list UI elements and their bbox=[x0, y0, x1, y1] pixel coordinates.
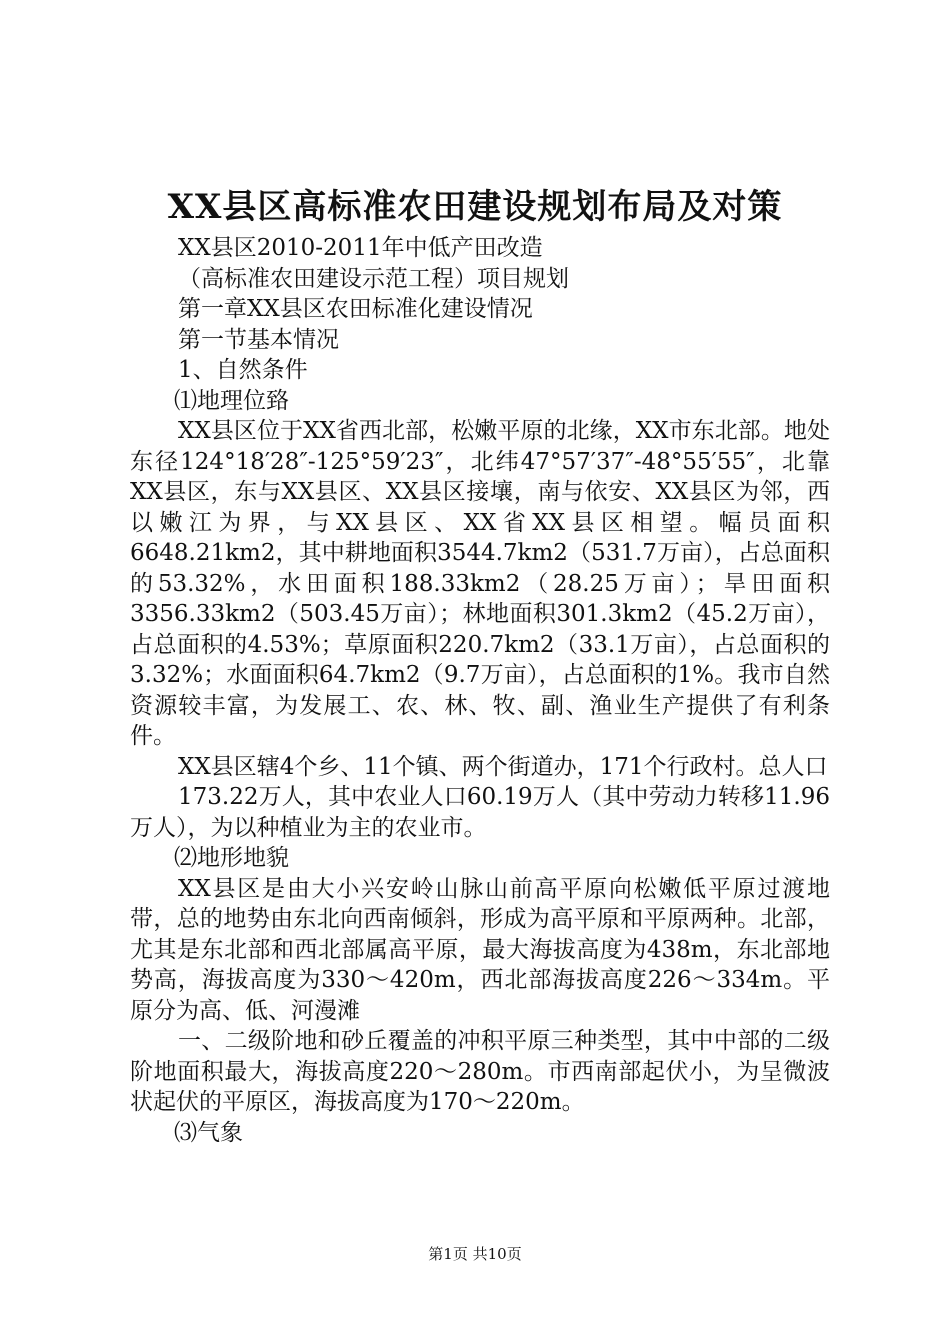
subtitle-line: （高标准农田建设示范工程）项目规划 bbox=[178, 265, 569, 292]
body-paragraph: XX县区辖4个乡、11个镇、两个街道办，171个行政村。总人口 bbox=[178, 753, 828, 780]
body-paragraph: 一、二级阶地和砂丘覆盖的冲积平原三种类型，其中中部的二级阶地面积最大，海拔高度220～280m。市西南部起伏小，为呈微波状起伏的平原区，海拔高度为170～220m。 bbox=[130, 1028, 830, 1115]
item-heading: 1、自然条件 bbox=[178, 357, 308, 383]
document-title: XX县区高标准农田建设规划布局及对策 bbox=[167, 187, 783, 227]
subitem-heading: ⑴地理位臵 bbox=[174, 387, 289, 414]
body-paragraph: XX县区是由大小兴安岭山脉山前高平原向松嫩低平原过渡地带，总的地势由东北向西南倾斜，形成为高平原和平原两种。北部，尤其是东北部和西北部属高平原，最大海拔高度为438m，东北部地势高，海拔高度为330～420m，西北部海拔高度226～334m。平原分为高、低、河漫滩 bbox=[130, 875, 830, 1024]
subitem-heading: ⑶气象 bbox=[174, 1119, 243, 1146]
chapter-heading: 第一章XX县区农田标准化建设情况 bbox=[178, 296, 533, 322]
body-paragraph: 173.22万人，其中农业人口60.19万人（其中劳动力转移11.96万人），为以种植业为主的农业市。 bbox=[130, 784, 830, 841]
page-footer: 第1页 共10页 bbox=[428, 1245, 522, 1263]
body-paragraph: XX县区位于XX省西北部，松嫩平原的北缘，XX市东北部。地处东径124°18′28″-125°59′23″，北纬47°57′37″-48°55′55″，北靠XX县区，东与XX县区、XX县区接壤，南与依安、XX县区为邻，西以嫩江为界，与XX县区、XX省XX县区相望。幅员面积6648.21km2，其中耕地面积3544.7km2（531.7万亩），占总面积的53.32%，水田面积188.33km2（28.25万亩）；旱田面积3356.33km2（503.45万亩）；林地面积301.3km2（45.2万亩），占总面积的4.53%；草原面积220.7km2（33.1万亩），占总面积的3.32%；水面面积64.7km2（9.7万亩），占总面积的1%。我市自然资源较丰富，为发展工、农、林、牧、副、渔业生产提供了有利条件。 bbox=[130, 418, 830, 749]
subitem-heading: ⑵地形地貌 bbox=[174, 845, 289, 871]
subtitle-line: XX县区2010-2011年中低产田改造 bbox=[178, 235, 543, 261]
section-heading: 第一节基本情况 bbox=[178, 326, 339, 353]
document-body bbox=[130, 233, 830, 1148]
